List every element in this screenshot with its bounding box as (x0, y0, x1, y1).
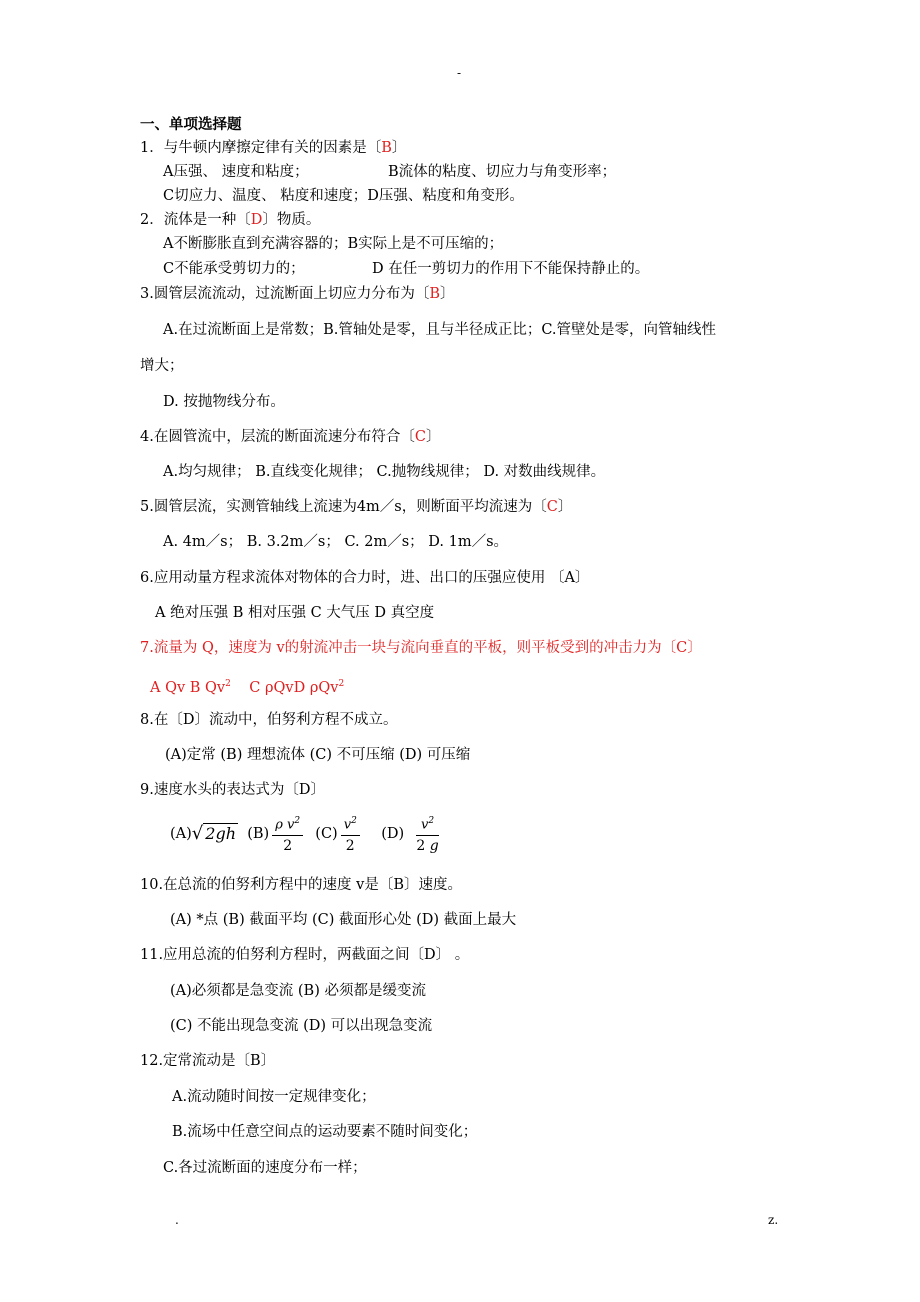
denominator-symbol: g (429, 837, 439, 854)
bracket-close: 〕物质。 (262, 212, 321, 228)
bracket-close: 〕 (391, 140, 407, 156)
question-5 (140, 497, 572, 517)
header-mark: - (457, 66, 462, 80)
fraction-b (272, 812, 303, 855)
option-ab: A不断膨胀直到充满容器的；B实际上是不可压缩的； (163, 236, 504, 252)
question-4 (140, 427, 440, 447)
sqrt-sign-icon: √ (191, 823, 204, 844)
option-c-label: (C) (315, 826, 338, 842)
denominator: 2 (416, 837, 426, 854)
sqrt-formula (192, 812, 238, 856)
numerator: v (421, 817, 429, 833)
numerator: v (343, 817, 352, 833)
bracket-close: 〕 (425, 429, 441, 445)
formula-options (170, 812, 442, 856)
exponent: 2 (428, 816, 435, 827)
answer-letter: C (546, 499, 558, 515)
option-d: D. 按抛物线分布。 (163, 394, 285, 410)
option-a: A.流动随时间按一定规律变化； (172, 1089, 376, 1105)
section-title: 一、单项选择题 (140, 116, 242, 133)
option-a-label: (A) (170, 826, 192, 842)
superscript: 2 (225, 679, 231, 689)
option-b: B.流场中任意空间点的运动要素不随时间变化； (172, 1124, 478, 1140)
option-b: B流体的粘度、切应力与角变形率； (388, 164, 617, 180)
question-6: 6.应用动量方程求流体对物体的合力时，进、出口的压强应使用 〔A〕 (140, 570, 590, 586)
superscript: 2 (338, 679, 345, 689)
fraction-c (341, 812, 360, 855)
answer-letter: B (381, 140, 392, 156)
footer-right-mark: z. (768, 1213, 779, 1227)
denominator: 2 (345, 837, 355, 854)
question-8: 8.在〔D〕流动中，伯努利方程不成立。 (140, 712, 398, 728)
question-10: 10.在总流的伯努利方程中的速度 v是〔B〕速度。 (140, 877, 463, 893)
options: A 绝对压强 B 相对压强 C 大气压 D 真空度 (155, 605, 435, 621)
exponent: 2 (294, 816, 301, 827)
denominator: 2 (283, 837, 293, 854)
question-12: 12.定常流动是〔B〕 (140, 1053, 276, 1069)
option-abc: A.在过流断面上是常数；B.管轴处是零，且与半径成正比；C.管壁处是零，向管轴线性 (163, 322, 717, 338)
question-stem: 2．流体是一种〔 (140, 212, 251, 228)
option-d-label: (D) (381, 826, 405, 842)
options: (A) *点 (B) 截面平均 (C) 截面形心处 (D) 截面上最大 (170, 912, 517, 928)
option-c: C不能承受剪切力的； (163, 261, 305, 277)
options (150, 674, 344, 698)
question-11: 11.应用总流的伯努利方程时，两截面之间〔D〕 。 (140, 947, 470, 963)
option-cd: C切应力、温度、 粘度和速度；D压强、粘度和角变形。 (163, 188, 524, 204)
bracket-close: 〕 (440, 286, 455, 302)
option-abc-continued: 增大； (140, 358, 184, 374)
option-cd: (C) 不能出现急变流 (D) 可以出现急变流 (170, 1018, 433, 1034)
option-a: A压强、 速度和粘度； (163, 164, 309, 180)
fraction-d (416, 812, 438, 855)
option-cd: C ρQvD ρQv (249, 679, 339, 696)
question-9: 9.速度水头的表达式为〔D〕 (140, 782, 325, 798)
radicand: 2gh (205, 824, 237, 843)
option-ab: A Qv B Qv (150, 679, 226, 696)
bracket-close: 〕 (557, 499, 573, 515)
question-stem: 5.圆管层流，实测管轴线上流速为4m／s，则断面平均流速为〔 (140, 499, 547, 515)
question-7: 7.流量为 Q，速度为 v的射流冲击一块与流向垂直的平板，则平板受到的冲击力为〔C〕 (140, 640, 702, 656)
numerator: ρ v (275, 817, 295, 833)
question-3 (140, 284, 455, 304)
options: A.均匀规律； B.直线变化规律； C.抛物线规律； D. 对数曲线规律。 (163, 464, 606, 480)
option-c: C.各过流断面的速度分布一样； (163, 1160, 367, 1176)
question-stem: 3.圆管层流流动，过流断面上切应力分布为〔 (140, 286, 430, 302)
options: (A)定常 (B) 理想流体 (C) 不可压缩 (D) 可压缩 (165, 747, 471, 763)
answer-letter: B (429, 286, 440, 302)
options: A. 4m／s； B. 3.2m／s； C. 2m／s； D. 1m／s。 (163, 534, 509, 550)
option-ab: (A)必须都是急变流 (B) 必须都是缓变流 (170, 983, 426, 999)
footer-left-mark: . (175, 1213, 179, 1227)
question-2 (140, 210, 320, 230)
question-stem: 1．与牛顿内摩擦定律有关的因素是〔 (140, 140, 382, 156)
exponent: 2 (351, 816, 357, 827)
question-stem: 4.在圆管流中，层流的断面流速分布符合〔 (140, 429, 415, 445)
option-b-label: (B) (247, 826, 270, 842)
question-1 (140, 138, 406, 158)
option-d: D 在任一剪切力的作用下不能保持静止的。 (372, 261, 650, 277)
answer-letter: D (250, 212, 263, 228)
answer-letter: C (414, 429, 426, 445)
